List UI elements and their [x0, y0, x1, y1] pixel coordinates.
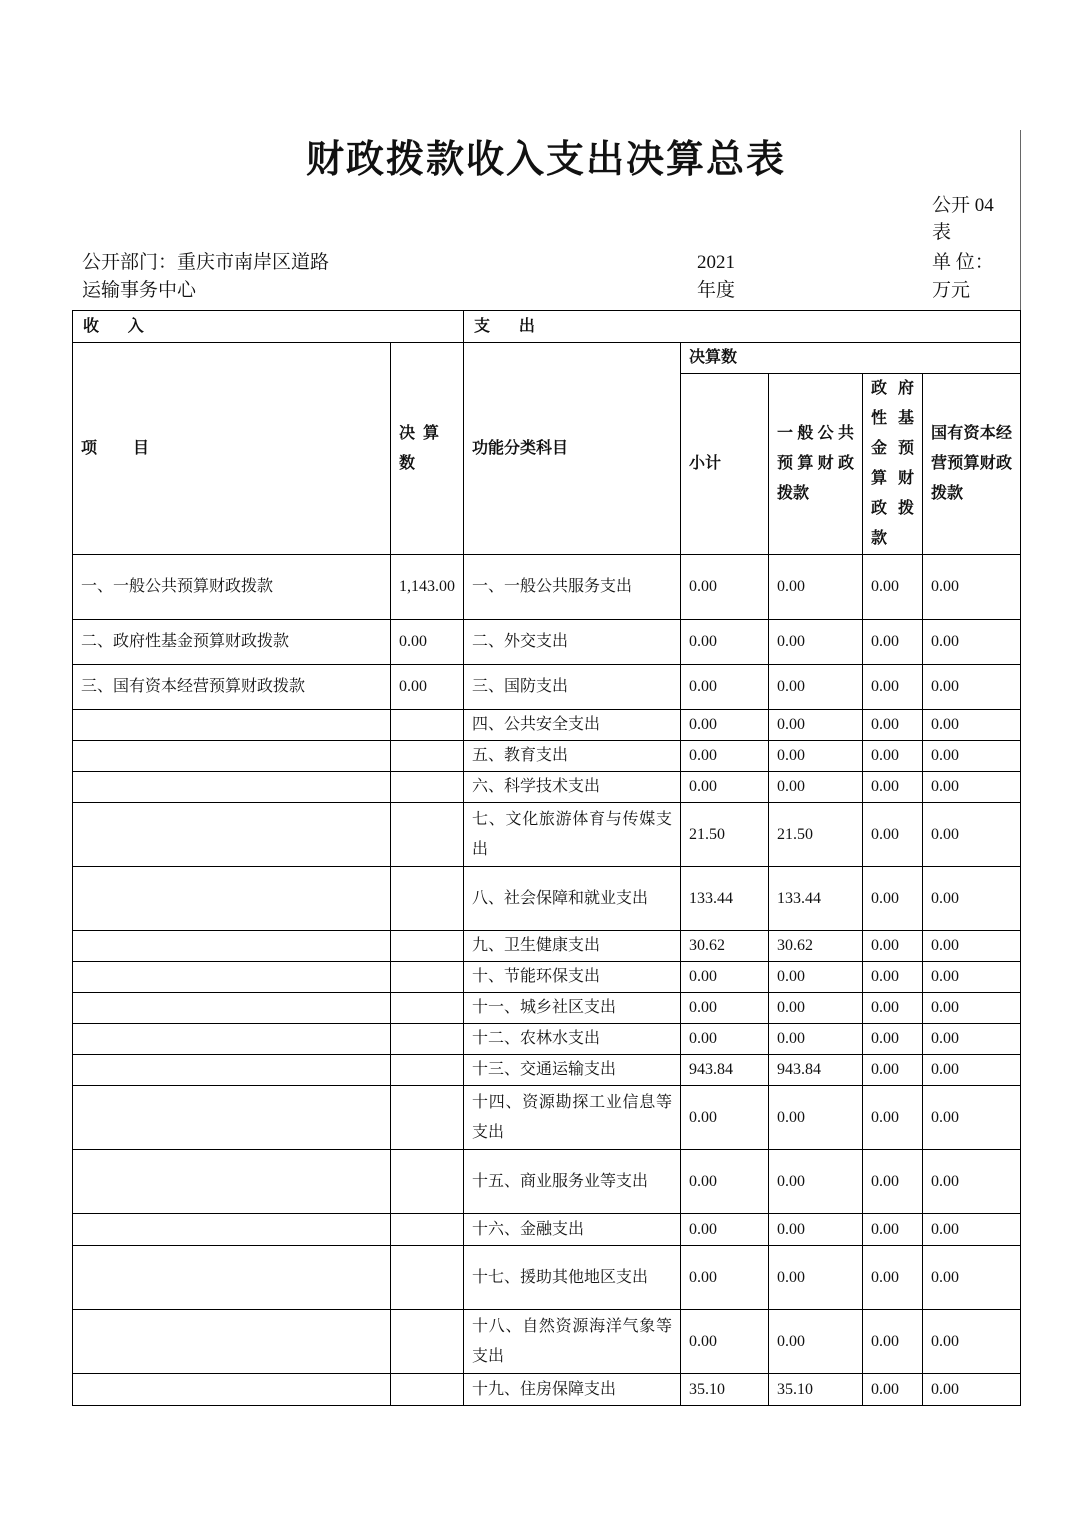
expense-gov-fund-cell: 0.00 — [863, 803, 923, 867]
expense-general-public-cell: 0.00 — [769, 772, 863, 803]
income-item-cell — [73, 867, 391, 931]
income-final-amount-cell — [391, 1214, 464, 1246]
income-item-cell — [73, 772, 391, 803]
income-final-amount-cell — [391, 867, 464, 931]
income-item-cell: 三、国有资本经营预算财政拨款 — [73, 665, 391, 710]
expense-general-public-cell: 133.44 — [769, 867, 863, 931]
expense-state-capital-cell: 0.00 — [923, 993, 1021, 1024]
income-final-amount-cell — [391, 741, 464, 772]
fiscal-summary-table — [72, 310, 1021, 1406]
expense-general-public-cell: 0.00 — [769, 665, 863, 710]
unit-line2: 万元 — [932, 280, 971, 301]
year-line2: 年度 — [697, 280, 736, 301]
header-subtotal: 小计 — [681, 374, 769, 555]
expense-item-cell: 三、国防支出 — [464, 665, 681, 710]
expense-general-public-cell: 0.00 — [769, 1214, 863, 1246]
expense-general-public-cell: 0.00 — [769, 993, 863, 1024]
column-header-row-1 — [73, 343, 1021, 374]
expense-gov-fund-cell: 0.00 — [863, 1310, 923, 1374]
income-final-amount-cell — [391, 1086, 464, 1150]
expense-item-cell: 五、教育支出 — [464, 741, 681, 772]
expense-state-capital-cell: 0.00 — [923, 741, 1021, 772]
expense-general-public-cell: 0.00 — [769, 710, 863, 741]
income-final-amount-cell: 1,143.00 — [391, 555, 464, 620]
expense-general-public-cell: 35.10 — [769, 1374, 863, 1406]
expense-subtotal-cell: 21.50 — [681, 803, 769, 867]
income-final-amount-cell: 0.00 — [391, 620, 464, 665]
income-item-cell — [73, 1150, 391, 1214]
expense-general-public-cell: 0.00 — [769, 741, 863, 772]
expense-state-capital-cell: 0.00 — [923, 962, 1021, 993]
table-row — [73, 1024, 1021, 1055]
expense-state-capital-cell: 0.00 — [923, 803, 1021, 867]
department-line1: 公开部门：重庆市南岸区道路 — [82, 252, 330, 273]
expense-subtotal-cell: 0.00 — [681, 993, 769, 1024]
income-final-amount-cell — [391, 772, 464, 803]
income-item-cell — [73, 1024, 391, 1055]
expense-gov-fund-cell: 0.00 — [863, 772, 923, 803]
expense-state-capital-cell: 0.00 — [923, 710, 1021, 741]
income-item-cell: 二、政府性基金预算财政拨款 — [73, 620, 391, 665]
expense-gov-fund-cell: 0.00 — [863, 1024, 923, 1055]
expense-gov-fund-cell: 0.00 — [863, 1246, 923, 1310]
expense-gov-fund-cell: 0.00 — [863, 741, 923, 772]
expense-subtotal-cell: 0.00 — [681, 1024, 769, 1055]
income-final-amount-cell — [391, 710, 464, 741]
table-row — [73, 867, 1021, 931]
income-final-amount-cell — [391, 1374, 464, 1406]
expense-state-capital-cell: 0.00 — [923, 620, 1021, 665]
expense-subtotal-cell: 0.00 — [681, 555, 769, 620]
fiscal-year — [697, 249, 787, 305]
table-row — [73, 993, 1021, 1024]
expense-item-cell: 九、卫生健康支出 — [464, 931, 681, 962]
expense-state-capital-cell: 0.00 — [923, 1214, 1021, 1246]
expense-gov-fund-cell: 0.00 — [863, 962, 923, 993]
expense-subtotal-cell: 0.00 — [681, 1086, 769, 1150]
page-title: 财政拨款收入支出决算总表 — [305, 139, 786, 181]
expense-gov-fund-cell: 0.00 — [863, 1086, 923, 1150]
expense-item-cell: 十七、援助其他地区支出 — [464, 1246, 681, 1310]
expense-item-cell: 十八、自然资源海洋气象等支出 — [464, 1310, 681, 1374]
expense-section-header: 支出 — [464, 311, 1021, 343]
header-general-public-budget: 一般公共预算财政拨款 — [769, 374, 863, 555]
income-final-amount-cell — [391, 993, 464, 1024]
expense-general-public-cell: 0.00 — [769, 1086, 863, 1150]
expense-general-public-cell: 21.50 — [769, 803, 863, 867]
income-item-cell — [73, 710, 391, 741]
header-state-capital-budget: 国有资本经营预算财政拨款 — [923, 374, 1021, 555]
header-final-amount-group: 决算数 — [681, 343, 1021, 374]
expense-subtotal-cell: 0.00 — [681, 710, 769, 741]
expense-subtotal-cell: 943.84 — [681, 1055, 769, 1086]
header-gov-fund-budget: 政府性基金预算财政拨款 — [863, 374, 923, 555]
income-final-amount-cell — [391, 962, 464, 993]
header-functional-category: 功能分类科目 — [464, 343, 681, 555]
table-row — [73, 772, 1021, 803]
expense-subtotal-cell: 0.00 — [681, 1310, 769, 1374]
expense-gov-fund-cell: 0.00 — [863, 1150, 923, 1214]
right-divider-line — [1020, 130, 1021, 311]
expense-subtotal-cell: 0.00 — [681, 962, 769, 993]
expense-general-public-cell: 0.00 — [769, 620, 863, 665]
expense-item-cell: 四、公共安全支出 — [464, 710, 681, 741]
expense-gov-fund-cell: 0.00 — [863, 993, 923, 1024]
income-item-cell — [73, 1086, 391, 1150]
table-row — [73, 555, 1021, 620]
expense-item-cell: 十四、资源勘探工业信息等支出 — [464, 1086, 681, 1150]
expense-item-cell: 七、文化旅游体育与传媒支出 — [464, 803, 681, 867]
expense-subtotal-cell: 0.00 — [681, 772, 769, 803]
expense-item-cell: 十一、城乡社区支出 — [464, 993, 681, 1024]
income-final-amount-cell — [391, 803, 464, 867]
table-row — [73, 1246, 1021, 1310]
income-item-cell — [73, 803, 391, 867]
table-row — [73, 1055, 1021, 1086]
unit-line1: 单 位： — [932, 252, 994, 273]
expense-general-public-cell: 0.00 — [769, 1310, 863, 1374]
table-row — [73, 1310, 1021, 1374]
income-item-cell — [73, 1246, 391, 1310]
expense-general-public-cell: 0.00 — [769, 555, 863, 620]
table-row — [73, 1374, 1021, 1406]
expense-item-cell: 十五、商业服务业等支出 — [464, 1150, 681, 1214]
table-row — [73, 962, 1021, 993]
expense-general-public-cell: 0.00 — [769, 962, 863, 993]
expense-item-cell: 十、节能环保支出 — [464, 962, 681, 993]
income-item-cell — [73, 962, 391, 993]
expense-state-capital-cell: 0.00 — [923, 1374, 1021, 1406]
expense-gov-fund-cell: 0.00 — [863, 665, 923, 710]
expense-gov-fund-cell: 0.00 — [863, 1214, 923, 1246]
expense-gov-fund-cell: 0.00 — [863, 555, 923, 620]
income-final-amount-cell — [391, 1246, 464, 1310]
income-final-amount-cell — [391, 1310, 464, 1374]
expense-state-capital-cell: 0.00 — [923, 931, 1021, 962]
expense-state-capital-cell: 0.00 — [923, 1310, 1021, 1374]
income-item-cell — [73, 1055, 391, 1086]
department-line2: 运输事务中心 — [82, 280, 197, 301]
income-item-cell — [73, 741, 391, 772]
income-final-amount-cell — [391, 1024, 464, 1055]
expense-gov-fund-cell: 0.00 — [863, 867, 923, 931]
publishing-department — [82, 249, 352, 305]
expense-item-cell: 十九、住房保障支出 — [464, 1374, 681, 1406]
income-item-cell: 一、一般公共预算财政拨款 — [73, 555, 391, 620]
expense-state-capital-cell: 0.00 — [923, 1246, 1021, 1310]
expense-general-public-cell: 0.00 — [769, 1024, 863, 1055]
expense-gov-fund-cell: 0.00 — [863, 1374, 923, 1406]
table-row — [73, 1086, 1021, 1150]
expense-subtotal-cell: 0.00 — [681, 665, 769, 710]
expense-item-cell: 二、外交支出 — [464, 620, 681, 665]
expense-subtotal-cell: 0.00 — [681, 1246, 769, 1310]
header-item: 项目 — [73, 343, 391, 555]
income-item-cell — [73, 993, 391, 1024]
expense-general-public-cell: 30.62 — [769, 931, 863, 962]
expense-state-capital-cell: 0.00 — [923, 867, 1021, 931]
table-row — [73, 1150, 1021, 1214]
table-row — [73, 710, 1021, 741]
expense-gov-fund-cell: 0.00 — [863, 620, 923, 665]
expense-state-capital-cell: 0.00 — [923, 665, 1021, 710]
expense-subtotal-cell: 133.44 — [681, 867, 769, 931]
expense-subtotal-cell: 0.00 — [681, 620, 769, 665]
expense-item-cell: 十六、金融支出 — [464, 1214, 681, 1246]
income-item-cell — [73, 931, 391, 962]
table-row — [73, 803, 1021, 867]
table-row — [73, 665, 1021, 710]
unit-label — [932, 249, 1017, 305]
header-final-amount: 决算数 — [391, 343, 464, 555]
expense-subtotal-cell: 30.62 — [681, 931, 769, 962]
expense-gov-fund-cell: 0.00 — [863, 931, 923, 962]
expense-general-public-cell: 943.84 — [769, 1055, 863, 1086]
income-item-cell — [73, 1374, 391, 1406]
expense-state-capital-cell: 0.00 — [923, 1024, 1021, 1055]
income-final-amount-cell — [391, 1150, 464, 1214]
expense-state-capital-cell: 0.00 — [923, 772, 1021, 803]
expense-item-cell: 八、社会保障和就业支出 — [464, 867, 681, 931]
income-item-cell — [73, 1214, 391, 1246]
expense-state-capital-cell: 0.00 — [923, 555, 1021, 620]
income-final-amount-cell: 0.00 — [391, 665, 464, 710]
expense-gov-fund-cell: 0.00 — [863, 710, 923, 741]
expense-state-capital-cell: 0.00 — [923, 1086, 1021, 1150]
expense-item-cell: 一、一般公共服务支出 — [464, 555, 681, 620]
expense-item-cell: 六、科学技术支出 — [464, 772, 681, 803]
doc-code — [932, 192, 1017, 246]
expense-subtotal-cell: 35.10 — [681, 1374, 769, 1406]
doc-code-line2: 表 — [932, 222, 952, 243]
expense-subtotal-cell: 0.00 — [681, 741, 769, 772]
income-item-cell — [73, 1310, 391, 1374]
expense-item-cell: 十三、交通运输支出 — [464, 1055, 681, 1086]
expense-state-capital-cell: 0.00 — [923, 1055, 1021, 1086]
section-header-row — [73, 311, 1021, 343]
year-line1: 2021 — [697, 252, 735, 273]
doc-code-line1: 公开 04 — [932, 195, 994, 216]
expense-state-capital-cell: 0.00 — [923, 1150, 1021, 1214]
expense-item-cell: 十二、农林水支出 — [464, 1024, 681, 1055]
table-row — [73, 931, 1021, 962]
expense-general-public-cell: 0.00 — [769, 1150, 863, 1214]
expense-general-public-cell: 0.00 — [769, 1246, 863, 1310]
expense-gov-fund-cell: 0.00 — [863, 1055, 923, 1086]
table-row — [73, 1214, 1021, 1246]
income-section-header: 收入 — [73, 311, 464, 343]
expense-subtotal-cell: 0.00 — [681, 1150, 769, 1214]
table-row — [73, 620, 1021, 665]
table-row — [73, 741, 1021, 772]
income-final-amount-cell — [391, 931, 464, 962]
income-final-amount-cell — [391, 1055, 464, 1086]
expense-subtotal-cell: 0.00 — [681, 1214, 769, 1246]
